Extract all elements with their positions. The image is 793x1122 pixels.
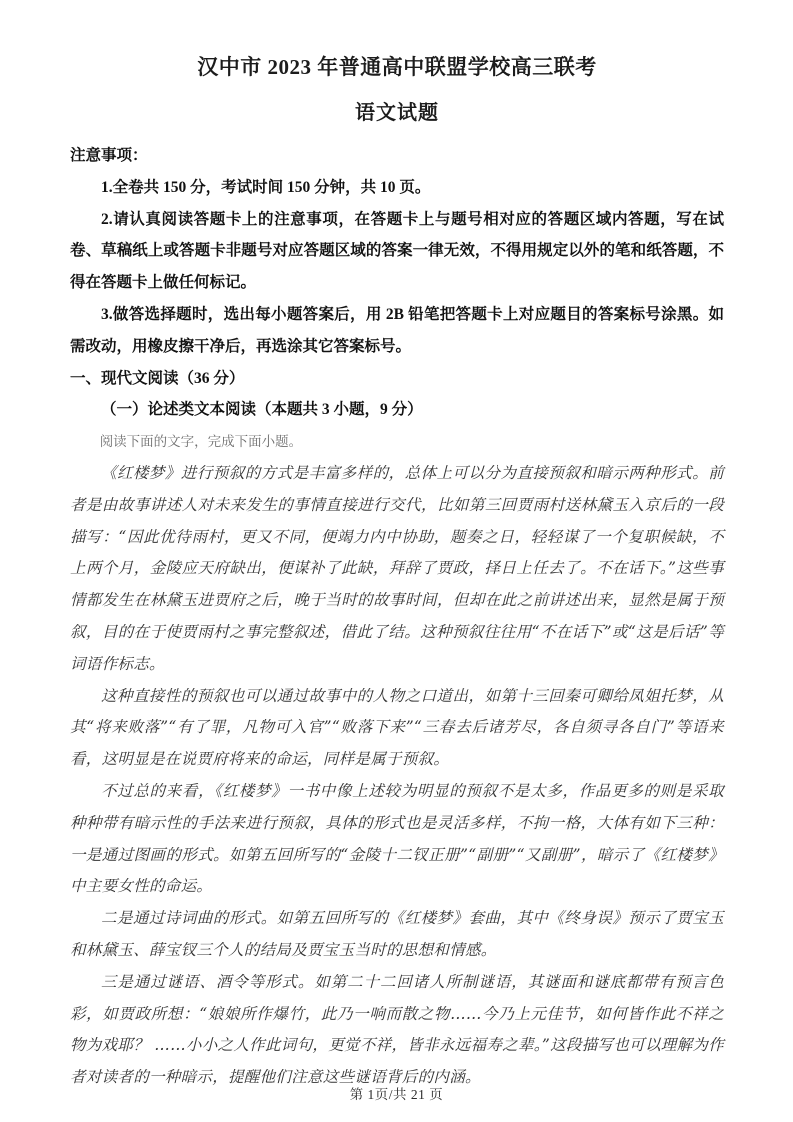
notice-item-1: 1.全卷共 150 分，考试时间 150 分钟，共 10 页。 [101,178,431,196]
passage-paragraph-4: 二是通过诗词曲的形式。如第五回所写的《红楼梦》套曲，其中《终身误》预示了贾宝玉和林黛玉、薛宝钗三个人的结局及贾宝玉当时的思想和情感。 [70,909,724,959]
reading-instruction: 阅读下面的文字，完成下面小题。 [99,434,303,450]
passage-paragraph-3: 不过总的来看，《红楼梦》一书中像上述较为明显的预叙不是太多，作品更多的则是采取种种带有暗示性的手法来进行预叙，具体的形式也是灵活多样，不拘一格，大体有如下三种：一是通过图画的形式。如第五回所写的“金陵十二钗正册”“副册”“又副册”，暗示了《红楼梦》中主要女性的命运。 [70,781,724,896]
notice-item-2: 2.请认真阅读答题卡上的注意事项，在答题卡上与题号相对应的答题区域内答题，写在试卷、草稿纸上或答题卡非题号对应答题区域的答案一律无效，不得用规定以外的笔和纸答题，不得在答题卡上做任何标记。 [70,210,724,292]
exam-subtitle: 语文试题 [355,102,439,124]
exam-content [70,140,724,1094]
subsection-title-argumentative-reading: （一）论述类文本阅读（本题共 3 小题，9 分） [101,401,423,419]
section-title-modern-text-reading: 一、现代文阅读（36 分） [70,369,245,387]
passage-paragraph-2: 这种直接性的预叙也可以通过故事中的人物之口道出，如第十三回秦可卿给凤姐托梦，从其“将来败落”“有了罪，凡物可入官”“败落下来”“三春去后诸芳尽，各自须寻各自门”等语来看，这明显是在说贾府将来的命运，同样是属于预叙。 [70,686,724,769]
passage-paragraph-1: 《红楼梦》进行预叙的方式是丰富多样的，总体上可以分为直接预叙和暗示两种形式。前者是由故事讲述人对未来发生的事情直接进行交代，比如第三回贾雨村送林黛玉入京后的一段描写：“因此优待雨村，更又不同，便竭力内中协助，题奏之日，轻轻谋了一个复职候缺，不上两个月，金陵应天府缺出，便谋补了此缺，拜辞了贾政，择日上任去了。不在话下。”这些事情都发生在林黛玉进贾府之后，晚于当时的故事时间，但却在此之前讲述出来，显然是属于预叙，目的在于使贾雨村之事完整叙述，借此了结。这种预叙往往用“不在话下”或“这是后话”等词语作标志。 [70,463,724,673]
page-number-indicator: 第 1页/共 21 页 [349,1087,444,1102]
exam-title: 汉中市 2023 年普通高中联盟学校高三联考 [197,55,597,79]
passage-paragraph-5: 三是通过谜语、酒令等形式。如第二十二回诸人所制谜语，其谜面和谜底都带有预言色彩，如贾政所想：“娘娘所作爆竹，此乃一响而散之物……今乃上元佳节，如何皆作此不祥之物为戏耶？ ……小小之人作此词句，更觉不祥，皆非永远福寿之辈。”这段描写也可以理解为作者对读者的一种暗示，提醒他们注意这些谜语背后的内涵。 [70,972,724,1087]
notice-item-3: 3.做答选择题时，选出每小题答案后，用 2B 铅笔把答题卡上对应题目的答案标号涂黑。如需改动，用橡皮擦干净后，再选涂其它答案标号。 [70,305,724,355]
notice-heading: 注意事项： [70,147,148,164]
